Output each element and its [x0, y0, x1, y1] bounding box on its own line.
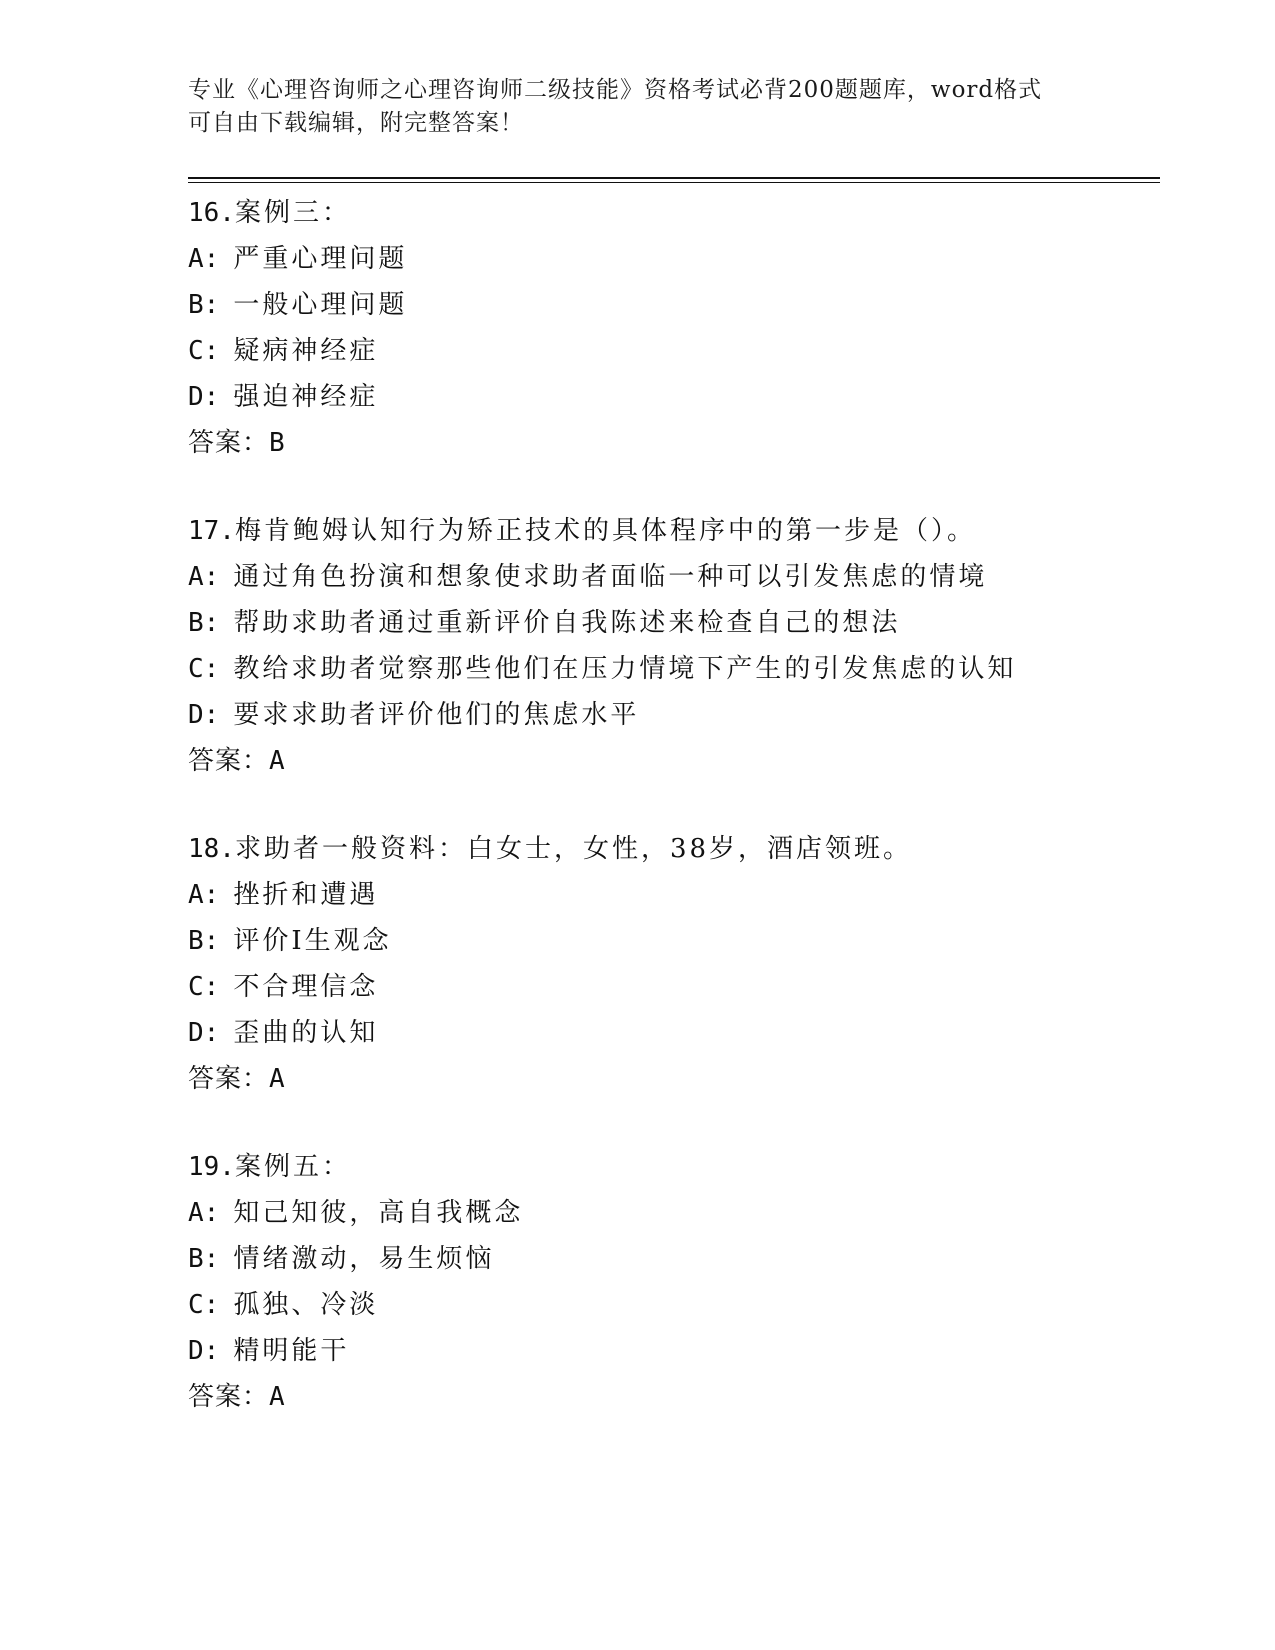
option-key: D: — [188, 1018, 220, 1048]
option-key: B: — [188, 1244, 220, 1274]
header-divider-thick — [188, 177, 1160, 179]
question-number: 19. — [188, 1152, 235, 1182]
option-b — [188, 600, 1138, 646]
answer-value: A — [269, 746, 286, 776]
option-text: 要求求助者评价他们的焦虑水平 — [233, 700, 640, 730]
option-text: 孤独、冷淡 — [233, 1290, 379, 1320]
answer-label: 答案： — [188, 746, 270, 776]
document-header — [188, 74, 1088, 140]
answer-value: B — [269, 428, 286, 458]
question-item — [188, 1144, 1138, 1420]
option-text: 歪曲的认知 — [233, 1018, 379, 1048]
header-line-2: 可自由下载编辑，附完整答案！ — [188, 110, 524, 136]
answer-label: 答案： — [188, 428, 270, 458]
option-text: 一般心理问题 — [233, 290, 408, 320]
question-number: 18. — [188, 834, 235, 864]
option-text: 情绪激动，易生烦恼 — [233, 1244, 495, 1274]
question-item — [188, 190, 1138, 466]
answer-line — [188, 1374, 1138, 1420]
option-c — [188, 328, 1138, 374]
answer-value: A — [269, 1064, 286, 1094]
answer-value: A — [269, 1382, 286, 1412]
answer-line — [188, 420, 1138, 466]
option-c — [188, 964, 1138, 1010]
question-item — [188, 826, 1138, 1102]
question-text: 求助者一般资料：白女士，女性，38岁，酒店领班。 — [234, 834, 913, 864]
question-text: 梅肯鲍姆认知行为矫正技术的具体程序中的第一步是（）。 — [234, 516, 976, 546]
option-text: 知己知彼，高自我概念 — [233, 1198, 524, 1228]
option-b — [188, 282, 1138, 328]
header-divider-thin — [188, 182, 1160, 183]
answer-label: 答案： — [188, 1382, 270, 1412]
option-key: C: — [188, 972, 220, 1002]
option-key: A: — [188, 244, 220, 274]
question-text: 案例五： — [234, 1152, 351, 1182]
answer-label: 答案： — [188, 1064, 270, 1094]
option-key: B: — [188, 608, 220, 638]
option-a — [188, 236, 1138, 282]
option-key: C: — [188, 654, 220, 684]
option-text: 不合理信念 — [233, 972, 379, 1002]
option-a — [188, 1190, 1138, 1236]
option-d — [188, 1010, 1138, 1056]
question-stem — [188, 190, 1138, 236]
option-text: 强迫神经症 — [233, 382, 379, 412]
option-text: 挫折和遭遇 — [233, 880, 379, 910]
option-a — [188, 872, 1138, 918]
option-key: D: — [188, 700, 220, 730]
option-c — [188, 1282, 1138, 1328]
option-text: 通过角色扮演和想象使求助者面临一种可以引发焦虑的情境 — [233, 562, 988, 592]
option-text: 帮助求助者通过重新评价自我陈述来检查自己的想法 — [233, 608, 901, 638]
question-item — [188, 508, 1138, 784]
option-text: 严重心理问题 — [233, 244, 408, 274]
option-a — [188, 554, 1138, 600]
option-d — [188, 374, 1138, 420]
option-d — [188, 692, 1138, 738]
question-number: 17. — [188, 516, 235, 546]
option-key: A: — [188, 562, 220, 592]
option-key: B: — [188, 926, 220, 956]
question-number: 16. — [188, 198, 235, 228]
question-stem — [188, 508, 1138, 554]
option-key: D: — [188, 382, 220, 412]
option-text: 精明能干 — [233, 1336, 350, 1366]
option-key: C: — [188, 1290, 220, 1320]
option-text: 教给求助者觉察那些他们在压力情境下产生的引发焦虑的认知 — [233, 654, 1017, 684]
question-text: 案例三： — [234, 198, 351, 228]
answer-line — [188, 738, 1138, 784]
option-b — [188, 1236, 1138, 1282]
answer-line — [188, 1056, 1138, 1102]
option-key: C: — [188, 336, 220, 366]
question-stem — [188, 826, 1138, 872]
option-c — [188, 646, 1138, 692]
option-text: 评价I生观念 — [233, 926, 392, 956]
option-key: A: — [188, 880, 220, 910]
question-stem — [188, 1144, 1138, 1190]
question-list — [188, 190, 1138, 1462]
option-d — [188, 1328, 1138, 1374]
option-key: B: — [188, 290, 220, 320]
option-key: A: — [188, 1198, 220, 1228]
option-key: D: — [188, 1336, 220, 1366]
option-b — [188, 918, 1138, 964]
option-text: 疑病神经症 — [233, 336, 379, 366]
header-line-1: 专业《心理咨询师之心理咨询师二级技能》资格考试必背200题题库，word格式 — [188, 77, 1043, 103]
